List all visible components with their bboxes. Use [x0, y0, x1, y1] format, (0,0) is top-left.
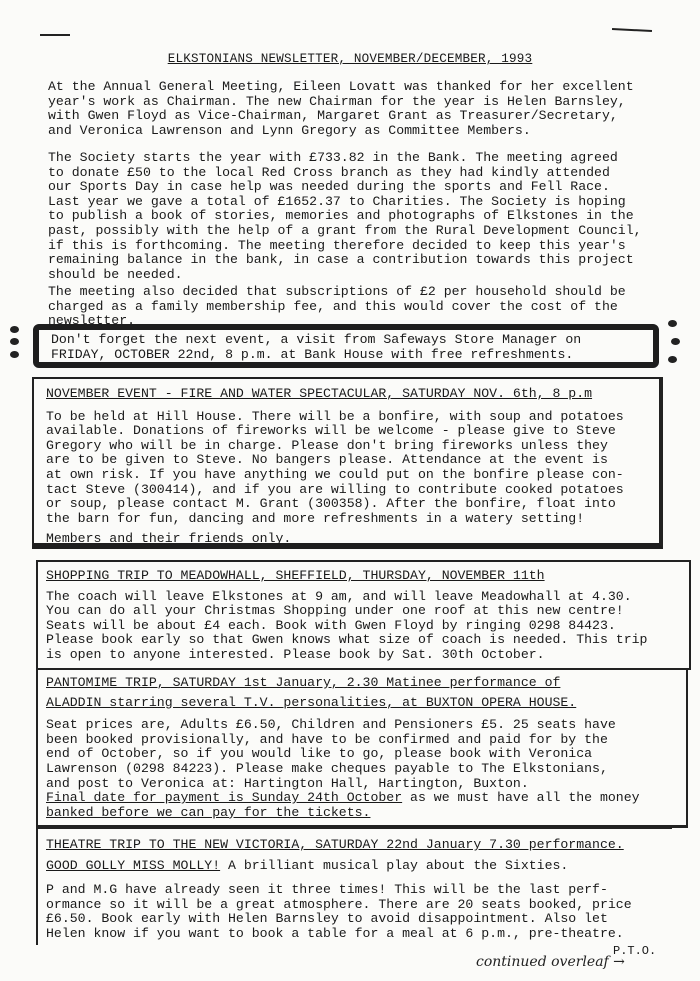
pantomime-final-date-rest: as we must have all the money: [402, 790, 640, 806]
shopping-trip-body: The coach will leave Elkstones at 9 am, and will leave Meadowhall at 4.30. You can do all your Christmas Shopping under one roof at this new centre! Seats will be about £4 each. Book with Gwen Floyd by ringing 0298 84423. Please book early so that Gwen knows what size of coach is needed. This trip is open to anyone interested. Please book by Sat. 30th October.: [46, 588, 648, 662]
shopping-trip-heading: SHOPPING TRIP TO MEADOWHALL, SHEFFIELD, THURSDAY, NOVEMBER 11th: [46, 568, 545, 583]
scan-mark-left: [40, 34, 70, 36]
bullet-mark: [668, 356, 677, 363]
shopping-trip-box: [36, 560, 691, 670]
pantomime-body: Seat prices are, Adults £6.50, Children and Pensioners £5. 25 seats have been booked provisionally, and have to be confirmed and paid for by the end of October, so if you would like to go, please book with Veronica Lawrenson (0298 84223). Please make cheques payable to The Elkstonians, and post to Veronica at: Hartington Hall, Hartington, Buxton.: [46, 717, 616, 791]
bullet-mark: [10, 351, 19, 358]
november-event-heading: NOVEMBER EVENT - FIRE AND WATER SPECTACULAR, SATURDAY NOV. 6th, 8 p.m: [46, 386, 593, 401]
theatre-trip-heading: THEATRE TRIP TO THE NEW VICTORIA, SATURDAY 22nd January 7.30 performance.: [46, 837, 624, 852]
theatre-show-title: GOOD GOLLY MISS MOLLY!: [46, 857, 221, 873]
newsletter-title: ELKSTONIANS NEWSLETTER, NOVEMBER/DECEMBER, 1993: [167, 52, 533, 66]
reminder-text: Don't forget the next event, a visit from Safeways Store Manager on FRIDAY, OCTOBER 22nd, 8 p.m. at Bank House with free refreshments.: [51, 332, 582, 362]
bullet-mark: [668, 320, 677, 327]
theatre-trip-box: [36, 827, 672, 945]
november-event-box: [32, 377, 663, 549]
theatre-trip-body: P and M.G have already seen it three times! This will be the last perf- ormance so it will be a great atmosphere. There are 20 seats booked, price £6.50. Book early with Helen Barnsley to avoid disappointment. Also let Helen know if you want to book a table for a meal at 6 p.m., pre-theatre.: [46, 882, 632, 941]
agm-paragraph: At the Annual General Meeting, Eileen Lovatt was thanked for her excellent year's work as Chairman. The new Chairman for the year is Helen Barnsley, with Gwen Floyd as Vice-Chairman, Margaret Grant as Treasurer/Secretary, and Veronica Lawrenson and Lynn Gregory as Committee Members.: [48, 79, 634, 138]
pantomime-trip-box: [36, 668, 688, 828]
subscription-paragraph: The meeting also decided that subscriptions of £2 per household should be charged as a family membership fee, and this would cover the cost of the newsletter.: [48, 284, 626, 329]
theatre-show-description: A brilliant musical play about the Sixties.: [220, 857, 569, 873]
november-event-footer: Members and their friends only.: [46, 531, 292, 547]
pantomime-heading-line2: ALADDIN starring several T.V. personalities, at BUXTON OPERA HOUSE.: [46, 694, 577, 710]
continued-overleaf-note: continued overleaf →: [476, 954, 625, 970]
pantomime-final-date-emphasis: Final date for payment is Sunday 24th October: [46, 790, 403, 806]
bullet-mark: [10, 326, 19, 333]
pantomime-final-banked: banked before we can pay for the tickets.: [46, 804, 371, 820]
theatre-show-line: [46, 859, 672, 874]
bullet-mark: [10, 338, 19, 345]
pantomime-heading-line1: PANTOMIME TRIP, SATURDAY 1st January, 2.30 Matinee performance of: [46, 675, 561, 690]
pantomime-final-date: [46, 791, 686, 806]
pto-label: P.T.O.: [613, 944, 657, 958]
november-event-body: To be held at Hill House. There will be a bonfire, with soup and potatoes available. Donations of fireworks will be welcome - please give to Steve Gregory who will be in charge. Please don't bring fireworks unless they are to be given to Steve. No bangers please. Attendance at the event is at own risk. If you have anything we could put on the bonfire please con- tact Steve (300414), and if you are willing to contribute cooked potatoes or soup, please contact M. Grant (300358). After the bonfire, float into the barn for fun, dancing and more refreshments in a watery setting!: [46, 408, 624, 526]
reminder-box: [33, 324, 659, 368]
scan-mark-right: [612, 28, 652, 32]
finance-paragraph: The Society starts the year with £733.82 in the Bank. The meeting agreed to donate £50 to the local Red Cross branch as they had kindly attended our Sports Day in case help was needed during the sports and Fell Race. Last year we gave a total of £1652.37 to Charities. The Society is hoping to publish a book of stories, memories and photographs of Elkstones in the past, possibly with the help of a grant from the Rural Development Council, if this is forthcoming. The meeting therefore decided to keep this year's remaining balance in the bank, in case a contribution towards this project should be needed.: [48, 150, 642, 282]
bullet-mark: [671, 338, 680, 345]
